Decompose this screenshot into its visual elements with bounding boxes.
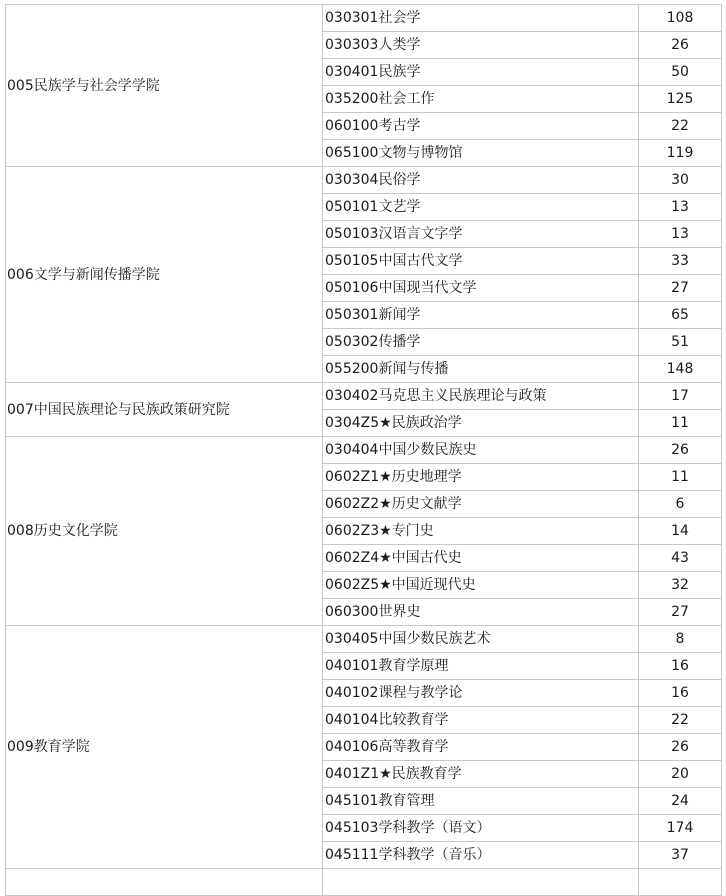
major-cell: 060300世界史 (323, 599, 639, 626)
major-cell: 035200社会工作 (323, 86, 639, 113)
major-cell: 0304Z5★民族政治学 (323, 410, 639, 437)
enrollment-count-cell: 26 (639, 734, 722, 761)
college-cell: 005民族学与社会学学院 (6, 5, 323, 167)
major-cell: 040106高等教育学 (323, 734, 639, 761)
major-cell: 055200新闻与传播 (323, 356, 639, 383)
college-cell: 008历史文化学院 (6, 437, 323, 626)
enrollment-count-cell: 174 (639, 815, 722, 842)
major-cell: 050301新闻学 (323, 302, 639, 329)
major-cell: 0602Z1★历史地理学 (323, 464, 639, 491)
table-row (6, 437, 722, 464)
enrollment-count-cell: 13 (639, 221, 722, 248)
major-cell: 050302传播学 (323, 329, 639, 356)
table-row (6, 383, 722, 410)
major-cell: 050101文艺学 (323, 194, 639, 221)
major-cell: 030405中国少数民族艺术 (323, 626, 639, 653)
enrollment-count-cell: 148 (639, 356, 722, 383)
major-cell: 030402马克思主义民族理论与政策 (323, 383, 639, 410)
enrollment-table (5, 4, 722, 896)
enrollment-count-cell: 17 (639, 383, 722, 410)
enrollment-count-cell: 8 (639, 626, 722, 653)
major-cell: 0602Z2★历史文献学 (323, 491, 639, 518)
major-cell: 030303人类学 (323, 32, 639, 59)
major-cell: 040101教育学原理 (323, 653, 639, 680)
enrollment-count-cell: 27 (639, 275, 722, 302)
enrollment-count-cell: 37 (639, 842, 722, 869)
enrollment-count-cell: 16 (639, 653, 722, 680)
enrollment-count-cell: 16 (639, 680, 722, 707)
major-cell: 050103汉语言文字学 (323, 221, 639, 248)
enrollment-count-cell: 51 (639, 329, 722, 356)
enrollment-count-cell: 11 (639, 410, 722, 437)
enrollment-count-cell: 22 (639, 113, 722, 140)
major-cell: 030304民俗学 (323, 167, 639, 194)
enrollment-count-cell: 119 (639, 140, 722, 167)
major-cell: 060100考古学 (323, 113, 639, 140)
major-cell: 0602Z3★专门史 (323, 518, 639, 545)
enrollment-table-body (6, 5, 722, 896)
enrollment-count-cell: 13 (639, 194, 722, 221)
major-cell: 030401民族学 (323, 59, 639, 86)
enrollment-count-cell: 32 (639, 572, 722, 599)
table-row (6, 167, 722, 194)
enrollment-count-cell: 30 (639, 167, 722, 194)
enrollment-count-cell: 6 (639, 491, 722, 518)
college-cell: 006文学与新闻传播学院 (6, 167, 323, 383)
major-cell: 065100文物与博物馆 (323, 140, 639, 167)
enrollment-count-cell: 11 (639, 464, 722, 491)
enrollment-count-cell: 125 (639, 86, 722, 113)
enrollment-count-cell: 108 (639, 5, 722, 32)
major-cell: 045111学科教学（音乐） (323, 842, 639, 869)
enrollment-count-cell: 14 (639, 518, 722, 545)
major-cell: 030404中国少数民族史 (323, 437, 639, 464)
major-cell: 045103学科教学（语文） (323, 815, 639, 842)
college-cell: 009教育学院 (6, 626, 323, 869)
enrollment-count-cell: 22 (639, 707, 722, 734)
table-row (6, 626, 722, 653)
enrollment-count-cell: 33 (639, 248, 722, 275)
enrollment-count-cell: 26 (639, 437, 722, 464)
major-cell: 050106中国现当代文学 (323, 275, 639, 302)
table-row (6, 5, 722, 32)
enrollment-count-cell: 65 (639, 302, 722, 329)
major-cell: 050105中国古代文学 (323, 248, 639, 275)
enrollment-count-cell: 20 (639, 761, 722, 788)
college-cell: 007中国民族理论与民族政策研究院 (6, 383, 323, 437)
enrollment-count-cell: 50 (639, 59, 722, 86)
enrollment-count-cell: 43 (639, 545, 722, 572)
enrollment-count-cell: 26 (639, 32, 722, 59)
major-cell: 0602Z5★中国近现代史 (323, 572, 639, 599)
enrollment-count-cell: 24 (639, 788, 722, 815)
enrollment-count-cell: 27 (639, 599, 722, 626)
major-cell: 0401Z1★民族教育学 (323, 761, 639, 788)
major-cell: 030301社会学 (323, 5, 639, 32)
major-cell: 040102课程与教学论 (323, 680, 639, 707)
major-cell: 045101教育管理 (323, 788, 639, 815)
major-cell: 0602Z4★中国古代史 (323, 545, 639, 572)
major-cell: 040104比较教育学 (323, 707, 639, 734)
